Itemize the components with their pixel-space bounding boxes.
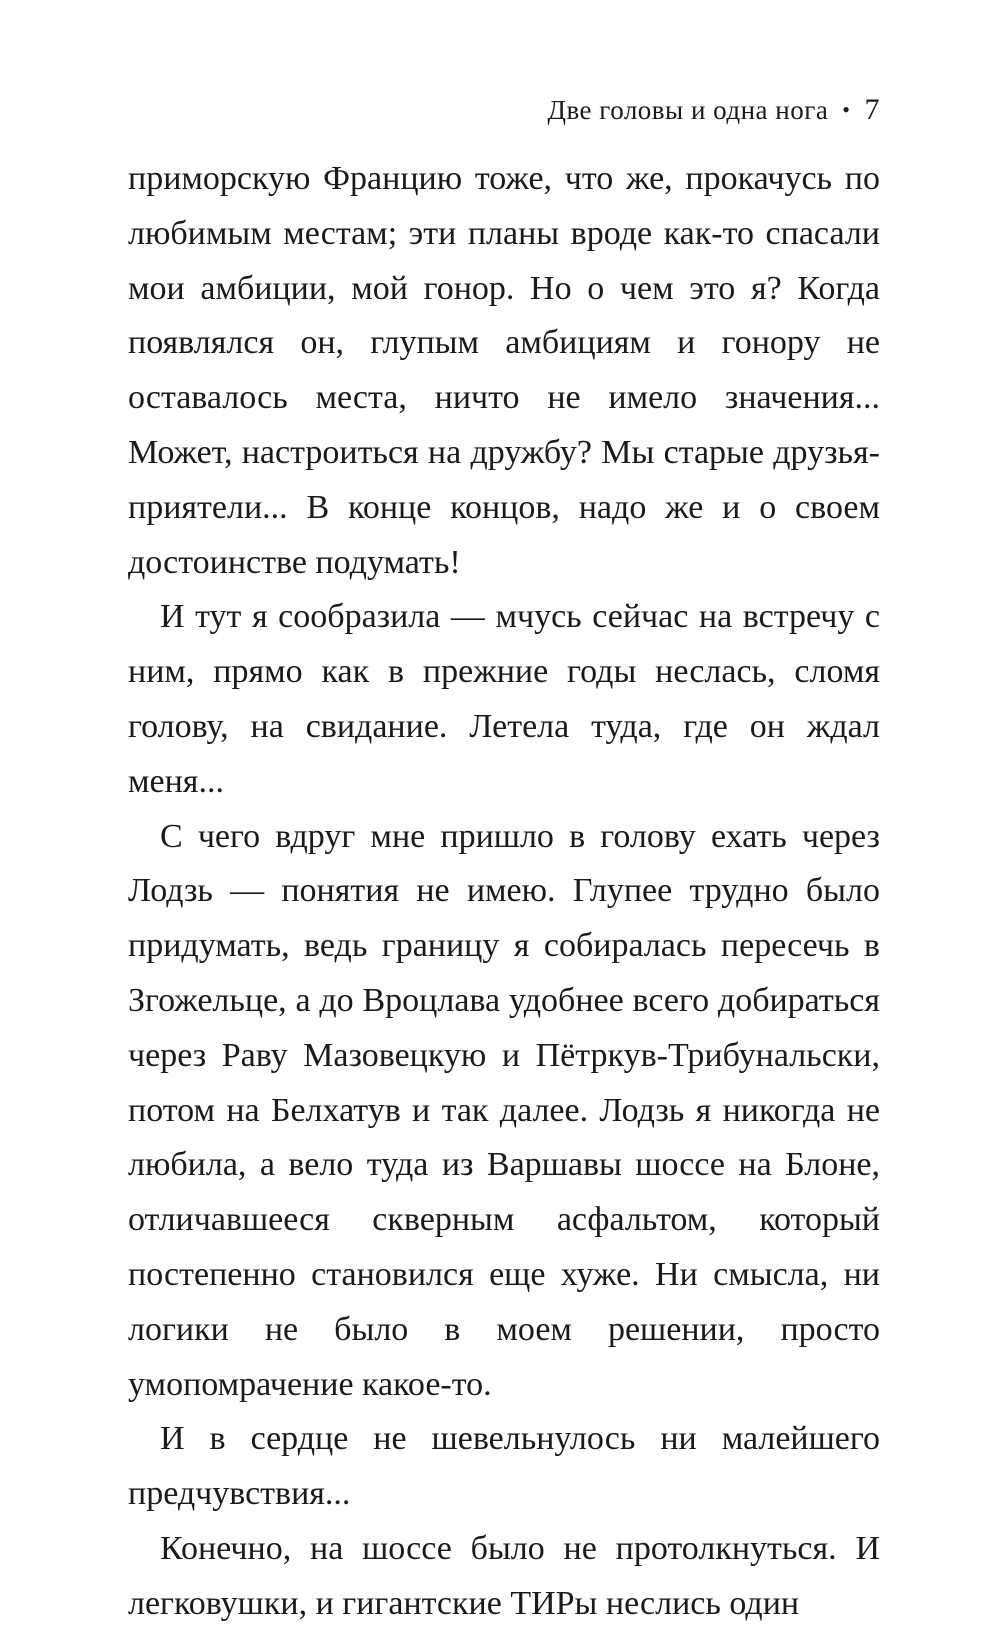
paragraph: Конечно, на шоссе было не протолкнуться. И легковушки, и гигантские ТИРы неслись один	[128, 1529, 880, 1622]
page-number: 7	[864, 93, 880, 126]
running-header	[128, 92, 880, 128]
body-text	[128, 152, 880, 1632]
running-header-title: Две головы и одна нога	[547, 95, 829, 125]
header-separator: •	[842, 97, 851, 122]
paragraph: И в сердце не шевельнулось ни малейшего предчувствия...	[128, 1420, 880, 1513]
paragraph-continued: приморскую Францию тоже, что же, прокачусь по любимым местам; эти планы вроде как-то спасали мои амбиции, мой гонор. Но о чем это я? Когда появлялся он, глупым амбициям и гонору не оставалось места, ничто не имело значения... Может, настроиться на дружбу? Мы старые друзья-приятели... В конце концов, надо же и о своем достоинстве подумать!	[128, 160, 880, 581]
paragraph: И тут я сообразила — мчусь сейчас на встречу с ним, прямо как в прежние годы неслась, сломя голову, на свидание. Летела туда, где он ждал меня...	[128, 598, 880, 800]
paragraph: С чего вдруг мне пришло в голову ехать через Лодзь — понятия не имею. Глупее трудно было придумать, ведь границу я собиралась пересечь в Згожельце, а до Вроцлава удобнее всего добираться через Раву Мазовецкую и Пётркув-Трибунальски, потом на Белхатув и так далее. Лодзь я никогда не любила, а вело туда из Варшавы шоссе на Блоне, отличавшееся скверным асфальтом, который постепенно становился еще хуже. Ни смысла, ни логики не было в моем решении, просто умопомрачение какое-то.	[128, 817, 880, 1403]
